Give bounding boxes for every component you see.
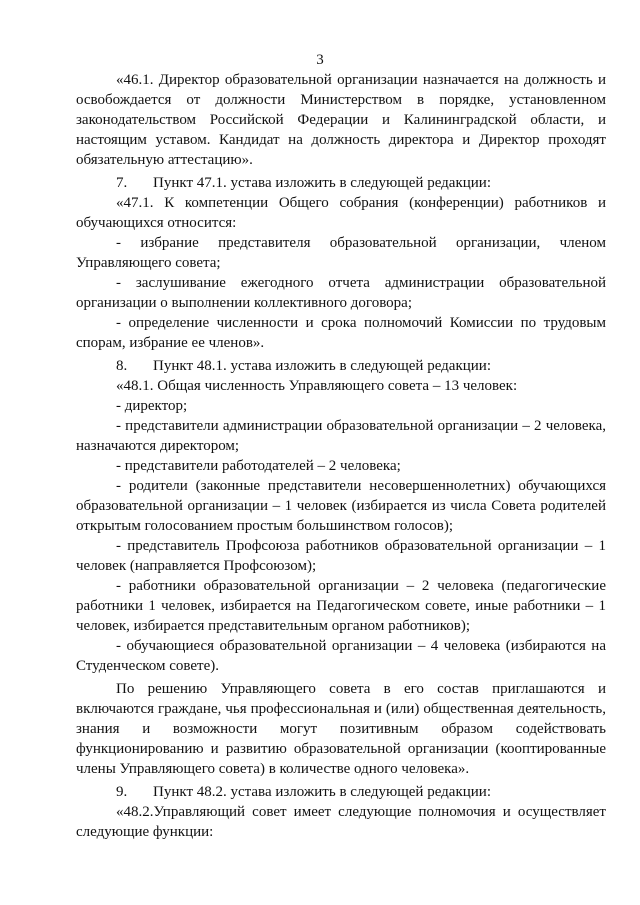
list-item: - представители администрации образовательной организации – 2 человека, назначаются директором; xyxy=(76,418,606,454)
item-number: 8. xyxy=(116,358,128,374)
page-number: 3 xyxy=(316,52,324,68)
document-body xyxy=(76,70,606,842)
item-9 xyxy=(76,782,606,802)
item-8 xyxy=(76,356,606,376)
item-number: 9. xyxy=(116,784,128,800)
list-item: - работники образовательной организации – 2 человека (педагогические работники 1 человек, избирается на Педагогическом совете, иные работники – 1 человек, избирается представительным органом работников); xyxy=(76,578,606,634)
paragraph-48-1: «48.1. Общая численность Управляющего совета – 13 человек: xyxy=(116,378,518,394)
list-item: - представители работодателей – 2 человека; xyxy=(116,458,401,474)
list-item: - директор; xyxy=(116,398,188,414)
item-7 xyxy=(76,173,606,193)
list-item: - обучающиеся образовательной организации – 4 человека (избираются на Студенческом совете). xyxy=(76,638,606,674)
list-item: - представитель Профсоюза работников образовательной организации – 1 человек (направляется Профсоюзом); xyxy=(76,538,606,574)
item-text: Пункт 47.1. устава изложить в следующей редакции: xyxy=(153,175,491,191)
item-text: Пункт 48.2. устава изложить в следующей редакции: xyxy=(153,784,491,800)
list-item: - родители (законные представители несовершеннолетних) обучающихся образовательной организации – 1 человек (избирается из числа Совета родителей открытым голосованием простым большинством голосов); xyxy=(76,478,606,534)
item-number: 7. xyxy=(116,175,128,191)
list-item: - заслушивание ежегодного отчета администрации образовательной организации о выполнении коллективного договора; xyxy=(76,275,606,311)
list-item: - определение численности и срока полномочий Комиссии по трудовым спорам, избрание ее членов». xyxy=(76,315,606,351)
paragraph-47-1: «47.1. К компетенции Общего собрания (конференции) работников и обучающихся относится: xyxy=(76,195,606,231)
paragraph-co-opted: По решению Управляющего совета в его состав приглашаются и включаются граждане, чья профессиональная и (или) общественная деятельность, знания и возможности могут позитивным образом содействовать функционированию и развитию образовательной организации (кооптированные члены Управляющего совета) в количестве одного человека». xyxy=(76,681,606,777)
item-text: Пункт 48.1. устава изложить в следующей редакции: xyxy=(153,358,491,374)
list-item: - избрание представителя образовательной организации, членом Управляющего совета; xyxy=(76,235,606,271)
paragraph-46-1: «46.1. Директор образовательной организации назначается на должность и освобождается от должности Министерством в порядке, установленном законодательством Российской Федерации и Калининградской области, и настоящим уставом. Кандидат на должность директора и Директор проходят обязательную аттестацию». xyxy=(76,72,606,168)
paragraph-48-2: «48.2.Управляющий совет имеет следующие полномочия и осуществляет следующие функции: xyxy=(76,804,606,840)
